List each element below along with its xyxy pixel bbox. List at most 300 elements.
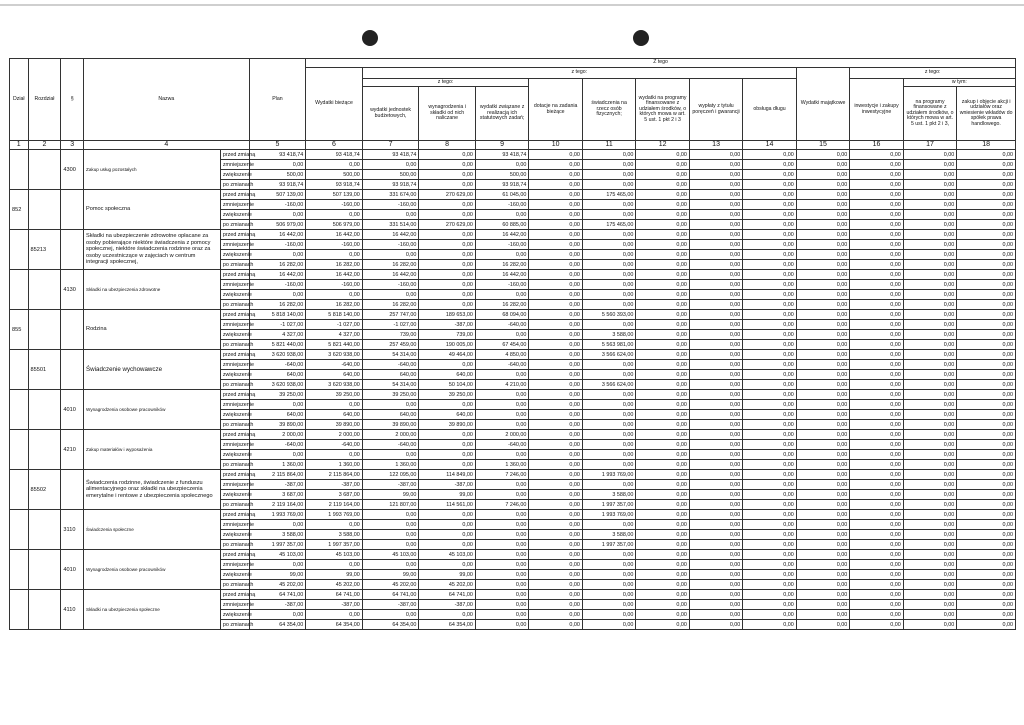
dzial-cell: 852 bbox=[10, 190, 29, 230]
dzial-cell bbox=[10, 590, 29, 630]
value-cell: 0,00 bbox=[796, 400, 849, 410]
value-cell: 0,00 bbox=[957, 280, 1016, 290]
value-cell: 0,00 bbox=[419, 280, 476, 290]
value-cell: 0,00 bbox=[689, 610, 742, 620]
value-cell: 0,00 bbox=[850, 310, 903, 320]
col-number: 7 bbox=[362, 141, 419, 150]
value-cell: 0,00 bbox=[475, 250, 528, 260]
row-label: przed zmianą bbox=[220, 430, 249, 440]
value-cell: 67 454,00 bbox=[475, 340, 528, 350]
value-cell: 0,00 bbox=[796, 560, 849, 570]
row-label: po zmianach bbox=[220, 580, 249, 590]
value-cell: 0,00 bbox=[529, 160, 582, 170]
value-cell: 0,00 bbox=[796, 600, 849, 610]
row-label: przed zmianą bbox=[220, 190, 249, 200]
value-cell: 0,00 bbox=[957, 360, 1016, 370]
value-cell: 0,00 bbox=[529, 380, 582, 390]
value-cell: 0,00 bbox=[529, 200, 582, 210]
col-number: 8 bbox=[419, 141, 476, 150]
value-cell: 39 890,00 bbox=[249, 420, 306, 430]
value-cell: 0,00 bbox=[689, 380, 742, 390]
value-cell: 0,00 bbox=[249, 290, 306, 300]
value-cell: 0,00 bbox=[796, 390, 849, 400]
value-cell: 0,00 bbox=[903, 240, 956, 250]
value-cell: 0,00 bbox=[475, 420, 528, 430]
value-cell: 0,00 bbox=[419, 460, 476, 470]
value-cell: 93 918,74 bbox=[249, 180, 306, 190]
value-cell: 93 918,74 bbox=[362, 180, 419, 190]
value-cell: 1 997 357,00 bbox=[582, 500, 635, 510]
header-dotacje: dotacje na zadania bieżące bbox=[529, 79, 582, 141]
header-zakup-akcji: zakup i objęcie akcji i udziałów oraz wniesienie wkładów do spółek prawa handlowego. bbox=[957, 87, 1016, 141]
value-cell: 0,00 bbox=[850, 280, 903, 290]
row-label: zmniejszenie bbox=[220, 200, 249, 210]
value-cell: 1 360,00 bbox=[249, 460, 306, 470]
value-cell: 0,00 bbox=[529, 360, 582, 370]
value-cell: 0,00 bbox=[529, 540, 582, 550]
value-cell: 0,00 bbox=[475, 610, 528, 620]
row-label: przed zmianą bbox=[220, 270, 249, 280]
value-cell: 99,00 bbox=[249, 570, 306, 580]
value-cell: 0,00 bbox=[689, 330, 742, 340]
paragraf-cell: 4300 bbox=[61, 150, 84, 190]
value-cell: 0,00 bbox=[796, 420, 849, 430]
value-cell: 0,00 bbox=[903, 570, 956, 580]
value-cell: 0,00 bbox=[475, 290, 528, 300]
value-cell: 0,00 bbox=[743, 340, 796, 350]
row-label: zwiększenie bbox=[220, 570, 249, 580]
punch-hole-left bbox=[362, 30, 378, 46]
value-cell: 0,00 bbox=[689, 230, 742, 240]
row-label: zmniejszenie bbox=[220, 280, 249, 290]
value-cell: 0,00 bbox=[903, 390, 956, 400]
value-cell: 0,00 bbox=[306, 450, 363, 460]
value-cell: 0,00 bbox=[743, 310, 796, 320]
header-inwestycje: inwestycje i zakupy inwestycyjne bbox=[850, 79, 903, 141]
paragraf-cell bbox=[61, 310, 84, 350]
value-cell: -640,00 bbox=[306, 440, 363, 450]
value-cell: 0,00 bbox=[957, 330, 1016, 340]
value-cell: 0,00 bbox=[957, 370, 1016, 380]
value-cell: 3 620 938,00 bbox=[249, 380, 306, 390]
value-cell: 0,00 bbox=[582, 290, 635, 300]
value-cell: 0,00 bbox=[419, 610, 476, 620]
value-cell: 0,00 bbox=[636, 450, 689, 460]
value-cell: 0,00 bbox=[850, 570, 903, 580]
value-cell: 0,00 bbox=[475, 160, 528, 170]
value-cell: 0,00 bbox=[743, 450, 796, 460]
value-cell: 0,00 bbox=[689, 360, 742, 370]
value-cell: 0,00 bbox=[903, 180, 956, 190]
value-cell: 0,00 bbox=[796, 330, 849, 340]
value-cell: 0,00 bbox=[636, 540, 689, 550]
value-cell: 0,00 bbox=[957, 560, 1016, 570]
row-label: zwiększenie bbox=[220, 490, 249, 500]
value-cell: 0,00 bbox=[850, 220, 903, 230]
value-cell: 5 563 981,00 bbox=[582, 340, 635, 350]
value-cell: 0,00 bbox=[419, 510, 476, 520]
value-cell: 0,00 bbox=[475, 410, 528, 420]
value-cell: 0,00 bbox=[903, 460, 956, 470]
row-label: po zmianach bbox=[220, 340, 249, 350]
value-cell: 0,00 bbox=[743, 530, 796, 540]
value-cell: 2 119 164,00 bbox=[306, 500, 363, 510]
value-cell: 7 246,00 bbox=[475, 470, 528, 480]
value-cell: 640,00 bbox=[362, 410, 419, 420]
value-cell: 0,00 bbox=[796, 520, 849, 530]
value-cell: 0,00 bbox=[529, 580, 582, 590]
row-label: przed zmianą bbox=[220, 590, 249, 600]
value-cell: 0,00 bbox=[582, 560, 635, 570]
value-cell: 0,00 bbox=[249, 250, 306, 260]
value-cell: 16 442,00 bbox=[306, 230, 363, 240]
value-cell: 0,00 bbox=[850, 200, 903, 210]
value-cell: 0,00 bbox=[796, 240, 849, 250]
value-cell: 16 442,00 bbox=[475, 230, 528, 240]
value-cell: 0,00 bbox=[796, 370, 849, 380]
value-cell: 0,00 bbox=[475, 580, 528, 590]
rozdzial-cell bbox=[28, 150, 61, 190]
value-cell: 0,00 bbox=[850, 210, 903, 220]
rozdzial-cell bbox=[28, 430, 61, 470]
value-cell: 0,00 bbox=[529, 550, 582, 560]
value-cell: 0,00 bbox=[850, 390, 903, 400]
value-cell: 0,00 bbox=[529, 510, 582, 520]
value-cell: 0,00 bbox=[306, 560, 363, 570]
value-cell: 0,00 bbox=[850, 440, 903, 450]
value-cell: 16 282,00 bbox=[475, 300, 528, 310]
value-cell: 61 045,00 bbox=[475, 190, 528, 200]
value-cell: 0,00 bbox=[419, 300, 476, 310]
value-cell: 3 566 624,00 bbox=[582, 350, 635, 360]
value-cell: 0,00 bbox=[636, 210, 689, 220]
value-cell: 0,00 bbox=[689, 580, 742, 590]
col-number: 9 bbox=[475, 141, 528, 150]
header-wydatki-biezace: Wydatki bieżące bbox=[306, 68, 363, 141]
value-cell: 0,00 bbox=[957, 220, 1016, 230]
value-cell: 0,00 bbox=[743, 260, 796, 270]
value-cell: 16 442,00 bbox=[362, 270, 419, 280]
value-cell: 0,00 bbox=[689, 210, 742, 220]
col-number: 10 bbox=[529, 141, 582, 150]
value-cell: 60 885,00 bbox=[475, 220, 528, 230]
dzial-cell bbox=[10, 550, 29, 590]
header-dzial: Dział bbox=[10, 59, 29, 141]
value-cell: 0,00 bbox=[796, 270, 849, 280]
value-cell: 739,00 bbox=[362, 330, 419, 340]
dzial-cell bbox=[10, 150, 29, 190]
value-cell: -640,00 bbox=[249, 360, 306, 370]
value-cell: 0,00 bbox=[957, 390, 1016, 400]
value-cell: 0,00 bbox=[743, 200, 796, 210]
row-label: przed zmianą bbox=[220, 310, 249, 320]
value-cell: 2 119 164,00 bbox=[249, 500, 306, 510]
table-row bbox=[10, 270, 1016, 280]
value-cell: 0,00 bbox=[636, 400, 689, 410]
value-cell: 0,00 bbox=[475, 530, 528, 540]
value-cell: 121 807,00 bbox=[362, 500, 419, 510]
value-cell: 0,00 bbox=[582, 590, 635, 600]
value-cell: 0,00 bbox=[529, 570, 582, 580]
header-nazwa: Nazwa bbox=[84, 59, 250, 141]
value-cell: 64 741,00 bbox=[362, 590, 419, 600]
value-cell: 0,00 bbox=[689, 170, 742, 180]
value-cell: 0,00 bbox=[582, 550, 635, 560]
value-cell: 0,00 bbox=[249, 400, 306, 410]
value-cell: 0,00 bbox=[957, 180, 1016, 190]
value-cell: 5 821 440,00 bbox=[249, 340, 306, 350]
value-cell: 0,00 bbox=[689, 190, 742, 200]
value-cell: 0,00 bbox=[529, 170, 582, 180]
value-cell: 0,00 bbox=[903, 580, 956, 590]
value-cell: 331 674,00 bbox=[362, 190, 419, 200]
value-cell: 0,00 bbox=[796, 590, 849, 600]
value-cell: 0,00 bbox=[850, 250, 903, 260]
value-cell: 0,00 bbox=[529, 420, 582, 430]
value-cell: 0,00 bbox=[636, 610, 689, 620]
value-cell: 0,00 bbox=[529, 370, 582, 380]
name-cell: Świadczenia rodzinne, świadczenie z funduszu alimentacyjnego oraz składki na ubezpieczenia emerytalne i rentowe z ubezpieczenia społecznego bbox=[84, 470, 221, 510]
value-cell: 0,00 bbox=[957, 230, 1016, 240]
value-cell: 0,00 bbox=[306, 250, 363, 260]
value-cell: 0,00 bbox=[743, 160, 796, 170]
value-cell: 0,00 bbox=[529, 300, 582, 310]
value-cell: 7 246,00 bbox=[475, 500, 528, 510]
table-row bbox=[10, 310, 1016, 320]
row-label: po zmianach bbox=[220, 540, 249, 550]
value-cell: 0,00 bbox=[636, 320, 689, 330]
value-cell: 0,00 bbox=[850, 360, 903, 370]
name-cell: Składki na ubezpieczenia społeczne bbox=[84, 590, 221, 630]
value-cell: 64 741,00 bbox=[306, 590, 363, 600]
value-cell: 0,00 bbox=[636, 190, 689, 200]
value-cell: 0,00 bbox=[957, 260, 1016, 270]
value-cell: 68 094,00 bbox=[475, 310, 528, 320]
dzial-cell bbox=[10, 230, 29, 270]
value-cell: 640,00 bbox=[249, 370, 306, 380]
value-cell: 0,00 bbox=[743, 560, 796, 570]
value-cell: 45 103,00 bbox=[362, 550, 419, 560]
header-z-tego-top: Z tego bbox=[306, 59, 1016, 68]
value-cell: 0,00 bbox=[850, 460, 903, 470]
value-cell: 0,00 bbox=[903, 170, 956, 180]
value-cell: 0,00 bbox=[743, 270, 796, 280]
value-cell: 0,00 bbox=[796, 350, 849, 360]
value-cell: 0,00 bbox=[903, 510, 956, 520]
value-cell: 0,00 bbox=[636, 280, 689, 290]
value-cell: 0,00 bbox=[957, 320, 1016, 330]
name-cell: Zakup usług pozostałych bbox=[84, 150, 221, 190]
value-cell: 0,00 bbox=[957, 520, 1016, 530]
value-cell: 640,00 bbox=[249, 410, 306, 420]
value-cell: 0,00 bbox=[636, 350, 689, 360]
value-cell: 0,00 bbox=[582, 320, 635, 330]
value-cell: 0,00 bbox=[796, 620, 849, 630]
value-cell: -387,00 bbox=[419, 320, 476, 330]
value-cell: 257 747,00 bbox=[362, 310, 419, 320]
rozdzial-cell bbox=[28, 510, 61, 550]
name-cell: Pomoc społeczna bbox=[84, 190, 221, 230]
value-cell: 0,00 bbox=[362, 520, 419, 530]
value-cell: 0,00 bbox=[419, 250, 476, 260]
value-cell: 45 202,00 bbox=[306, 580, 363, 590]
value-cell: -160,00 bbox=[249, 200, 306, 210]
value-cell: 0,00 bbox=[475, 450, 528, 460]
value-cell: 5 818 140,00 bbox=[306, 310, 363, 320]
value-cell: 0,00 bbox=[957, 610, 1016, 620]
value-cell: 0,00 bbox=[362, 290, 419, 300]
value-cell: 0,00 bbox=[850, 610, 903, 620]
header-wydatki-statutowe: wydatki związane z realizacją ich statutowych zadań; bbox=[475, 87, 528, 141]
value-cell: 3 620 938,00 bbox=[306, 380, 363, 390]
row-label: przed zmianą bbox=[220, 230, 249, 240]
value-cell: 0,00 bbox=[689, 370, 742, 380]
value-cell: 0,00 bbox=[903, 260, 956, 270]
value-cell: 0,00 bbox=[582, 620, 635, 630]
rozdzial-cell bbox=[28, 190, 61, 230]
value-cell: 2 115 864,00 bbox=[306, 470, 363, 480]
value-cell: 0,00 bbox=[689, 430, 742, 440]
value-cell: 0,00 bbox=[957, 170, 1016, 180]
dzial-cell bbox=[10, 270, 29, 310]
value-cell: 0,00 bbox=[743, 470, 796, 480]
dzial-cell bbox=[10, 390, 29, 430]
value-cell: 0,00 bbox=[689, 590, 742, 600]
value-cell: 64 741,00 bbox=[249, 590, 306, 600]
value-cell: 1 997 357,00 bbox=[249, 540, 306, 550]
row-label: zmniejszenie bbox=[220, 240, 249, 250]
value-cell: 16 282,00 bbox=[475, 260, 528, 270]
value-cell: -1 027,00 bbox=[362, 320, 419, 330]
value-cell: 0,00 bbox=[743, 480, 796, 490]
value-cell: 0,00 bbox=[957, 300, 1016, 310]
value-cell: 0,00 bbox=[957, 340, 1016, 350]
value-cell: 0,00 bbox=[903, 610, 956, 620]
value-cell: 0,00 bbox=[529, 390, 582, 400]
col-number: 4 bbox=[84, 141, 250, 150]
value-cell: 0,00 bbox=[903, 160, 956, 170]
value-cell: 1 360,00 bbox=[362, 460, 419, 470]
value-cell: 0,00 bbox=[529, 530, 582, 540]
value-cell: 0,00 bbox=[743, 350, 796, 360]
value-cell: 0,00 bbox=[850, 410, 903, 420]
row-label: przed zmianą bbox=[220, 390, 249, 400]
value-cell: 0,00 bbox=[689, 220, 742, 230]
value-cell: 3 620 938,00 bbox=[306, 350, 363, 360]
value-cell: 0,00 bbox=[636, 220, 689, 230]
value-cell: 0,00 bbox=[903, 480, 956, 490]
table-row bbox=[10, 510, 1016, 520]
value-cell: -160,00 bbox=[475, 200, 528, 210]
value-cell: 0,00 bbox=[850, 600, 903, 610]
value-cell: 640,00 bbox=[419, 410, 476, 420]
value-cell: 0,00 bbox=[957, 470, 1016, 480]
value-cell: 0,00 bbox=[957, 400, 1016, 410]
value-cell: 0,00 bbox=[957, 450, 1016, 460]
value-cell: 0,00 bbox=[689, 550, 742, 560]
value-cell: 5 821 440,00 bbox=[306, 340, 363, 350]
value-cell: 0,00 bbox=[636, 160, 689, 170]
value-cell: 0,00 bbox=[796, 310, 849, 320]
value-cell: 0,00 bbox=[636, 200, 689, 210]
row-label: po zmianach bbox=[220, 500, 249, 510]
value-cell: 0,00 bbox=[796, 280, 849, 290]
value-cell: 0,00 bbox=[850, 230, 903, 240]
col-number: 17 bbox=[903, 141, 956, 150]
row-label: zwiększenie bbox=[220, 410, 249, 420]
value-cell: 0,00 bbox=[529, 590, 582, 600]
value-cell: 0,00 bbox=[743, 390, 796, 400]
value-cell: 0,00 bbox=[689, 310, 742, 320]
row-label: przed zmianą bbox=[220, 510, 249, 520]
value-cell: 0,00 bbox=[689, 620, 742, 630]
value-cell: 0,00 bbox=[850, 370, 903, 380]
value-cell: 0,00 bbox=[903, 550, 956, 560]
value-cell: 0,00 bbox=[743, 580, 796, 590]
value-cell: 93 918,74 bbox=[475, 180, 528, 190]
value-cell: 0,00 bbox=[957, 490, 1016, 500]
row-label: zwiększenie bbox=[220, 210, 249, 220]
header-z-tego-majatkowe: z tego: bbox=[850, 68, 1016, 79]
value-cell: 0,00 bbox=[743, 220, 796, 230]
value-cell: 16 282,00 bbox=[362, 260, 419, 270]
value-cell: 0,00 bbox=[850, 420, 903, 430]
value-cell: -160,00 bbox=[362, 280, 419, 290]
value-cell: 0,00 bbox=[689, 570, 742, 580]
row-label: zmniejszenie bbox=[220, 560, 249, 570]
row-label: po zmianach bbox=[220, 220, 249, 230]
value-cell: 0,00 bbox=[796, 340, 849, 350]
row-label: zwiększenie bbox=[220, 530, 249, 540]
value-cell: 0,00 bbox=[419, 530, 476, 540]
row-label: zmniejszenie bbox=[220, 360, 249, 370]
value-cell: 0,00 bbox=[743, 510, 796, 520]
value-cell: 0,00 bbox=[796, 380, 849, 390]
table-row bbox=[10, 190, 1016, 200]
value-cell: 0,00 bbox=[306, 400, 363, 410]
value-cell: 0,00 bbox=[796, 580, 849, 590]
value-cell: 16 282,00 bbox=[362, 300, 419, 310]
value-cell: 0,00 bbox=[743, 500, 796, 510]
name-cell: Składki na ubezpieczenie zdrowotne opłacane za osoby pobierające niektóre świadczenia z pomocy społecznej, niektóre świadczenia rodzinne oraz za osoby uczestniczące w zajęciach w centrum integracji społecznej, bbox=[84, 230, 221, 270]
value-cell: 640,00 bbox=[362, 370, 419, 380]
value-cell: 0,00 bbox=[306, 520, 363, 530]
paragraf-cell: 4010 bbox=[61, 550, 84, 590]
value-cell: 3 588,00 bbox=[582, 530, 635, 540]
value-cell: 16 442,00 bbox=[362, 230, 419, 240]
value-cell: 0,00 bbox=[903, 220, 956, 230]
row-label: zmniejszenie bbox=[220, 440, 249, 450]
value-cell: 0,00 bbox=[743, 250, 796, 260]
value-cell: 39 250,00 bbox=[306, 390, 363, 400]
paragraf-cell bbox=[61, 230, 84, 270]
value-cell: 2 000,00 bbox=[475, 430, 528, 440]
value-cell: 0,00 bbox=[743, 240, 796, 250]
value-cell: 1 997 357,00 bbox=[582, 540, 635, 550]
value-cell: 0,00 bbox=[636, 290, 689, 300]
value-cell: 2 000,00 bbox=[306, 430, 363, 440]
value-cell: 0,00 bbox=[743, 400, 796, 410]
value-cell: 0,00 bbox=[362, 540, 419, 550]
table-row bbox=[10, 390, 1016, 400]
paragraf-cell: 3110 bbox=[61, 510, 84, 550]
value-cell: 0,00 bbox=[419, 200, 476, 210]
value-cell: 0,00 bbox=[689, 460, 742, 470]
value-cell: 0,00 bbox=[796, 260, 849, 270]
row-label: przed zmianą bbox=[220, 470, 249, 480]
value-cell: 0,00 bbox=[850, 340, 903, 350]
value-cell: 0,00 bbox=[957, 550, 1016, 560]
